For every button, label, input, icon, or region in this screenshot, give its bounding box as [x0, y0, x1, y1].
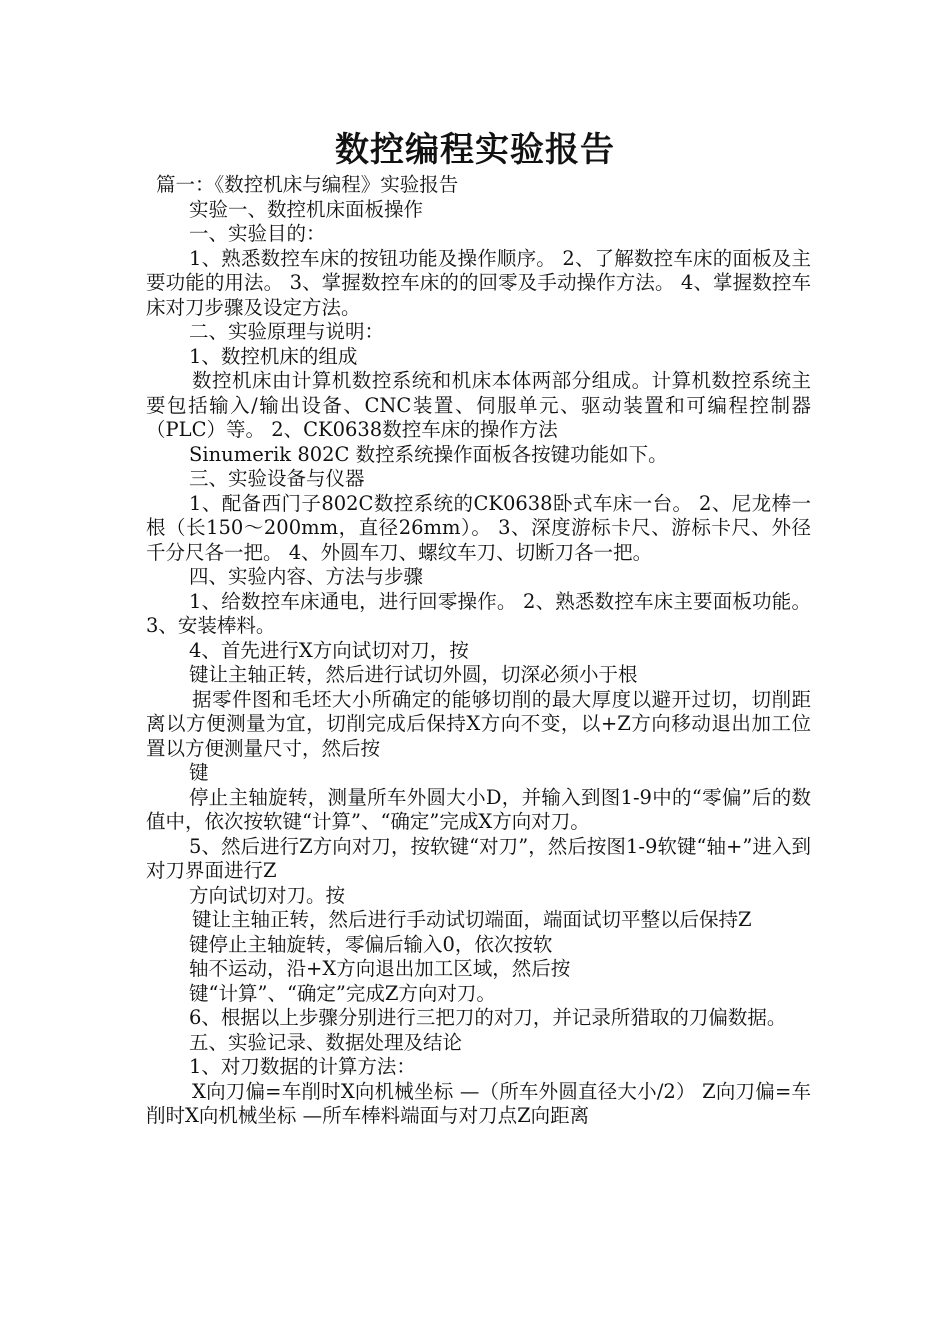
paragraph: 停止主轴旋转，测量所车外圆大小D，并输入到图1-9中的“零偏”后的数值中，依次按软键“计算”、“确定”完成X方向对刀。: [146, 785, 811, 833]
paragraph: 1、对刀数据的计算方法：: [189, 1055, 416, 1078]
paragraph: X向刀偏=车削时X向机械坐标 —（所车外圆直径大小/2） Z向刀偏=车削时X向机械坐标 —所车棒料端面与对刀点Z向距离: [146, 1079, 811, 1127]
paragraph: 4、首先进行X方向试切对刀，按: [189, 638, 469, 662]
document-title: 数控编程实验报告: [335, 130, 615, 170]
paragraph: 五、实验记录、数据处理及结论: [189, 1030, 463, 1054]
paragraph: 实验一、数控机床面板操作: [189, 197, 424, 221]
paragraph: 数控机床由计算机数控系统和机床本体两部分组成。计算机数控系统主要包括输入/输出设备、CNC装置、伺服单元、驱动装置和可编程控制器（PLC）等。 2、CK0638数控车床的操作方法: [146, 369, 811, 441]
paragraph: 1、数控机床的组成: [189, 344, 358, 368]
paragraph: 6、根据以上步骤分别进行三把刀的对刀，并记录所猎取的刀偏数据。: [189, 1006, 787, 1029]
paragraph: 5、然后进行Z方向对刀，按软键“对刀”，然后按图1-9软键“轴+”进入到对刀界面进行Z: [146, 834, 811, 882]
paragraph: 键停止主轴旋转，零偏后输入0，依次按软: [189, 932, 553, 956]
paragraph: 篇一：《数控机床与编程》实验报告: [156, 173, 459, 196]
paragraph: 一、实验目的：: [189, 222, 326, 245]
paragraph: 四、实验内容、方法与步骤: [189, 565, 424, 588]
paragraph: 1、配备西门子802C数控系统的CK0638卧式车床一台。 2、尼龙棒一根（长150～200mm，直径26mm）。 3、深度游标卡尺、游标卡尺、外径千分尺各一把。 4、外圆车刀、螺纹车刀、切断刀各一把。: [146, 491, 811, 564]
paragraph: 键让主轴正转，然后进行手动试切端面，端面试切平整以后保持Z: [192, 908, 752, 931]
paragraph: 三、实验设备与仪器: [189, 467, 365, 490]
paragraph: 据零件图和毛坯大小所确定的能够切削的最大厚度以避开过切，切削距离以方便测量为宜，切削完成后保持X方向不变，以+Z方向移动退出加工位置以方便测量尺寸，然后按: [146, 687, 811, 760]
paragraph: 1、熟悉数控车床的按钮功能及操作顺序。 2、了解数控车床的面板及主要功能的用法。 3、掌握数控车床的的回零及手动操作方法。 4、掌握数控车床对刀步骤及设定方法。: [146, 246, 811, 319]
paragraph: 二、实验原理与说明：: [189, 320, 385, 343]
paragraph: Sinumerik 802C 数控系统操作面板各按键功能如下。: [189, 442, 668, 466]
paragraph: 键“计算”、“确定”完成Z方向对刀。: [189, 981, 496, 1005]
paragraph: 键: [189, 761, 209, 784]
paragraph: 键让主轴正转，然后进行试切外圆，切深必须小于根: [189, 663, 638, 686]
paragraph: 轴不运动，沿+X方向退出加工区域，然后按: [189, 957, 571, 980]
paragraph: 方向试切对刀。按: [189, 883, 346, 907]
paragraph: 1、给数控车床通电，进行回零操作。 2、熟悉数控车床主要面板功能。 3、安装棒料。: [146, 589, 811, 637]
document-body: [146, 173, 811, 1129]
